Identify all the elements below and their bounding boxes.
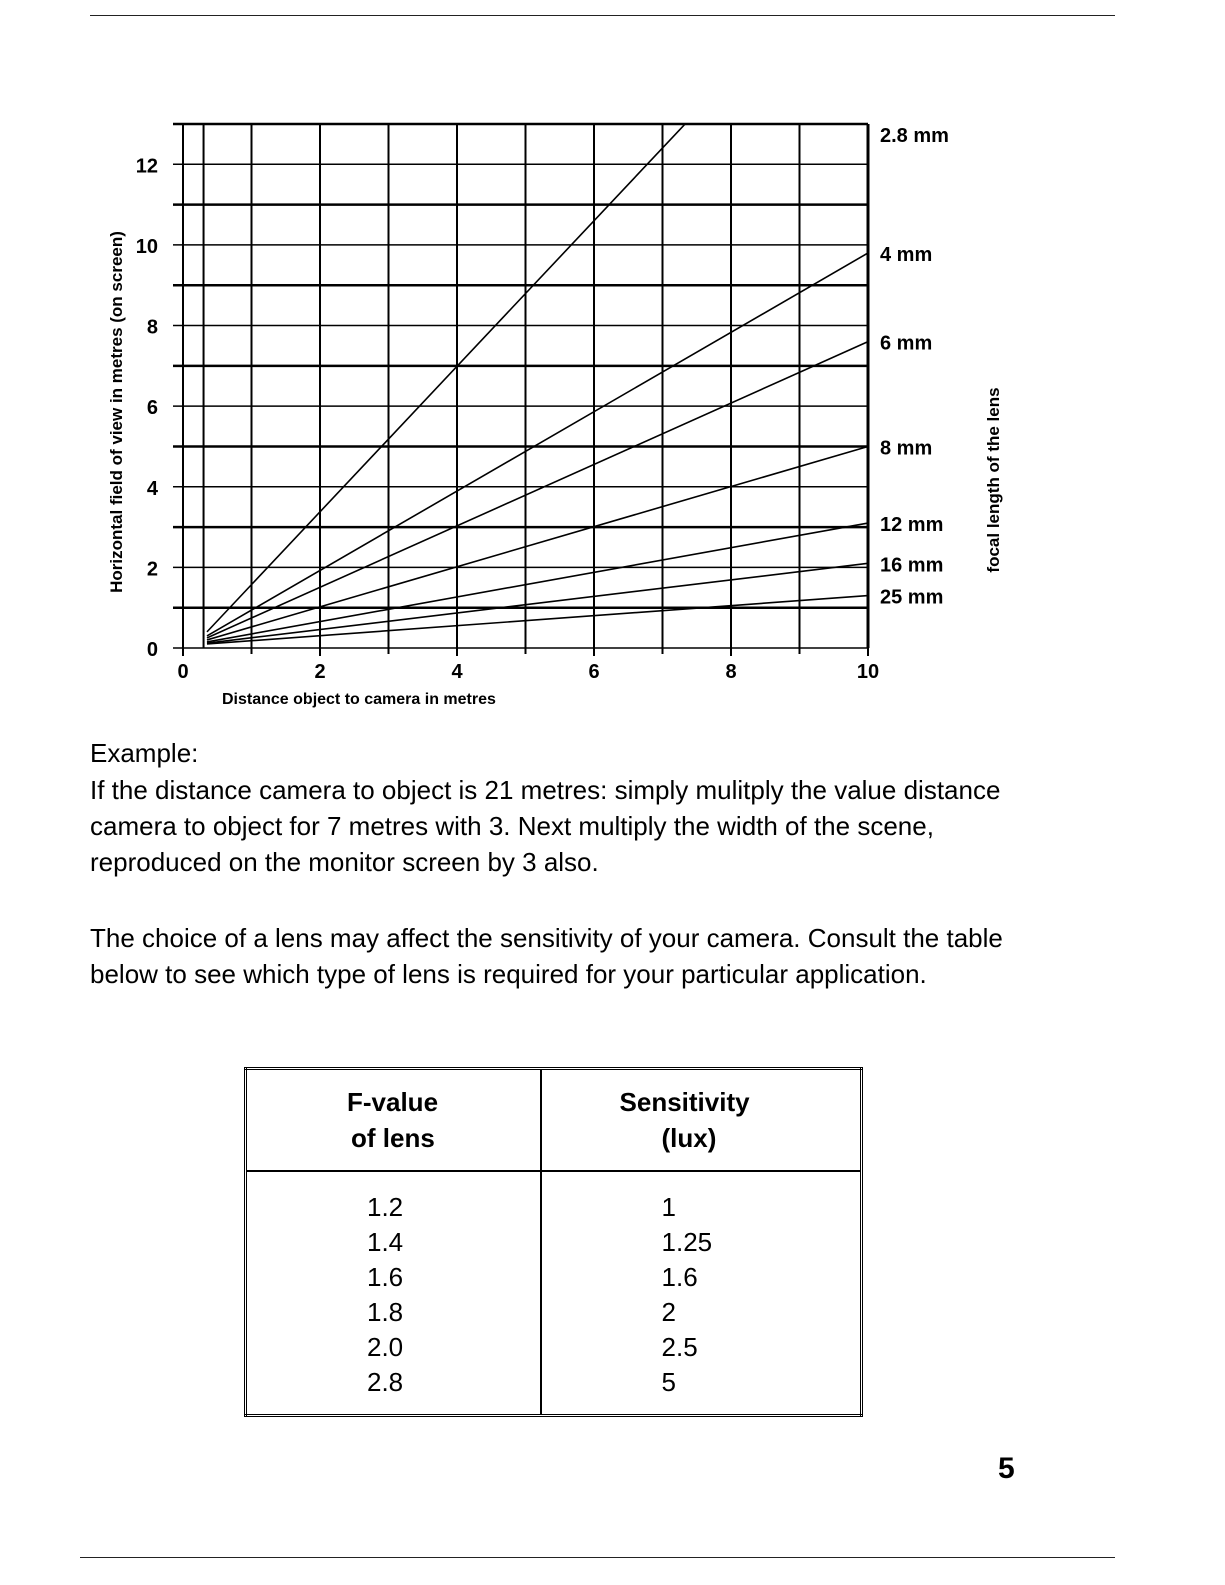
series-label: 16 mm xyxy=(880,554,944,577)
y-axis-label: Horizontal field of view in metres (on screen) xyxy=(107,231,126,593)
table-cell: 1.6 xyxy=(661,1262,698,1292)
table-cell: 1.6 xyxy=(367,1262,404,1292)
y-tick-label: 8 xyxy=(146,316,158,339)
header-line: Sensitivity xyxy=(619,1087,750,1117)
table-cell: 1.25 xyxy=(661,1227,713,1257)
x-axis-label: Distance object to camera in metres xyxy=(222,691,496,708)
table-cell: 2.5 xyxy=(661,1332,698,1362)
y-tick-label: 6 xyxy=(146,397,158,420)
intro-text: The choice of a lens may affect the sensitivity of your camera. Consult the table below to see which type of lens is required for your particular application. xyxy=(90,923,1003,989)
header-sensitivity xyxy=(541,1069,862,1172)
bottom-rule xyxy=(80,1557,1115,1558)
fvalue-column xyxy=(246,1171,541,1416)
series-label: 12 mm xyxy=(880,514,944,537)
y-tick-label: 10 xyxy=(135,235,158,258)
header-line: of lens xyxy=(351,1123,435,1153)
lux-column xyxy=(541,1171,862,1416)
y-tick-label: 4 xyxy=(146,477,158,500)
series-line xyxy=(207,253,868,636)
y-tick-label: 2 xyxy=(146,558,158,581)
x-tick-label: 10 xyxy=(856,661,880,683)
header-fvalue xyxy=(246,1069,541,1172)
x-tick-label: 2 xyxy=(314,661,326,683)
x-tick-label: 0 xyxy=(177,661,189,683)
x-tick-label: 6 xyxy=(588,661,600,683)
table-cell: 5 xyxy=(661,1367,676,1397)
x-tick-label: 8 xyxy=(725,661,737,683)
right-axis-label: focal length of the lens xyxy=(984,387,1003,573)
table-cell: 2 xyxy=(661,1297,676,1327)
example-heading: Example: xyxy=(90,738,199,768)
series-label: 4 mm xyxy=(880,243,933,266)
y-tick-label: 12 xyxy=(135,155,158,178)
series-line xyxy=(207,523,868,642)
field-of-view-chart xyxy=(0,0,1225,720)
table-cell: 1.2 xyxy=(367,1192,404,1222)
page-number: 5 xyxy=(998,1452,1015,1485)
table-cell: 2.8 xyxy=(367,1367,404,1397)
header-line: (lux) xyxy=(661,1123,717,1153)
header-line: F-value xyxy=(347,1087,439,1117)
series-label: 8 mm xyxy=(880,437,933,460)
table-cell: 1.8 xyxy=(367,1297,404,1327)
table-cell: 2.0 xyxy=(367,1332,404,1362)
table-cell: 1 xyxy=(661,1192,676,1222)
x-tick-label: 4 xyxy=(451,661,463,683)
example-text: If the distance camera to object is 21 metres: simply mulitply the value distance camera to object for 7 metres with 3. Next multiply the width of the scene, reproduced on the monitor screen by 3 also. xyxy=(90,775,1001,877)
series-label: 25 mm xyxy=(880,586,944,609)
series-line xyxy=(207,446,868,639)
table-cell: 1.4 xyxy=(367,1227,404,1257)
series-line xyxy=(207,124,685,632)
series-label: 6 mm xyxy=(880,332,933,355)
sensitivity-table xyxy=(244,1067,863,1417)
series-line xyxy=(207,342,868,638)
y-tick-label: 0 xyxy=(146,639,158,661)
series-label: 2.8 mm xyxy=(880,125,949,147)
